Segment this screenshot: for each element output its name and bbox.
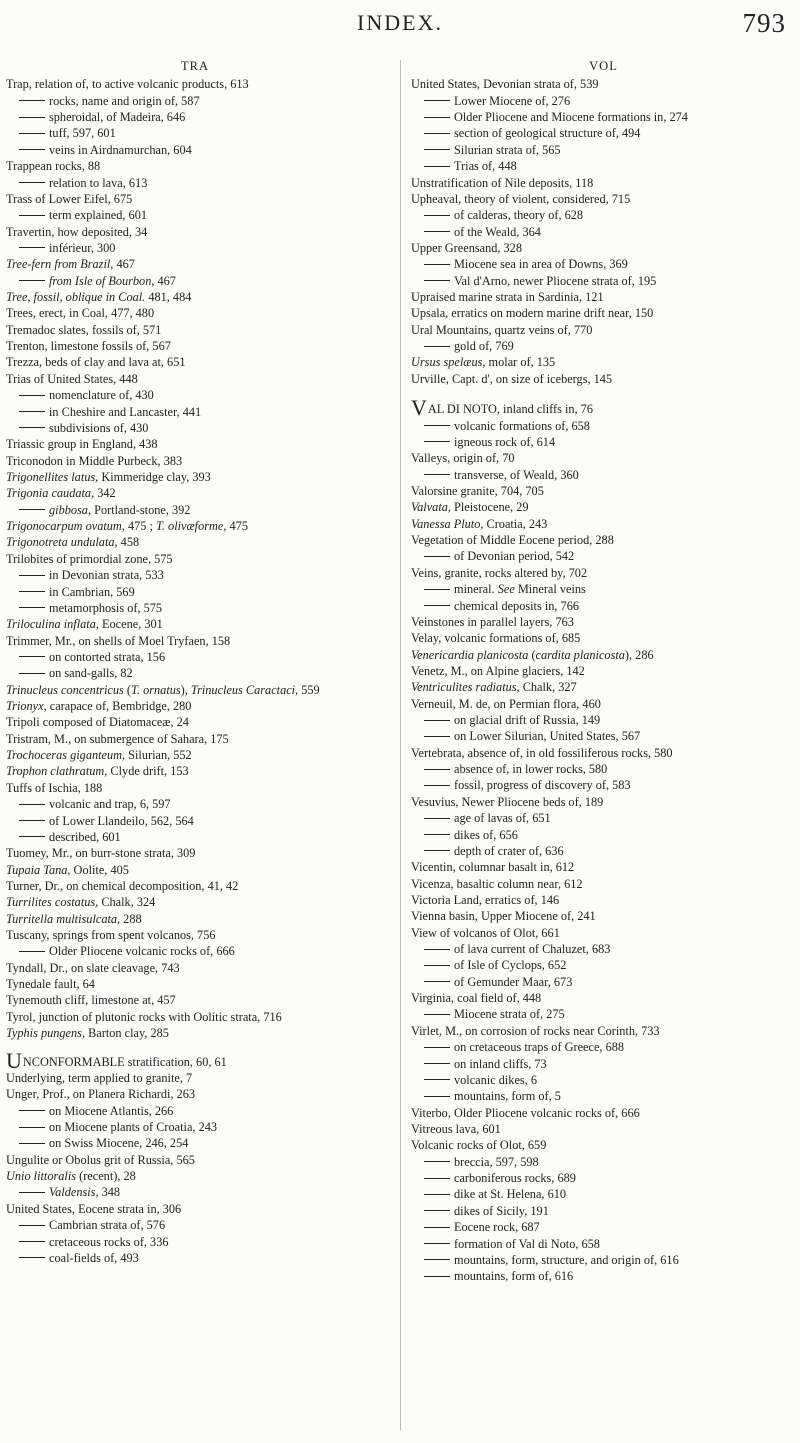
ditto-dash (19, 673, 45, 674)
ditto-dash (424, 589, 450, 590)
index-entry: Vegetation of Middle Eocene period, 288 (411, 533, 614, 548)
section-initial: U (6, 1047, 22, 1073)
ditto-dash (424, 949, 450, 950)
index-entry: coal-fields of, 493 (6, 1250, 384, 1266)
index-entry: Vicentin, columnar basalt in, 612 (411, 860, 575, 875)
index-entry: United States, Eocene strata in, 306 (6, 1201, 182, 1216)
ditto-dash (19, 820, 45, 821)
ditto-dash (19, 509, 45, 510)
index-entry: dikes of, 656 (411, 827, 796, 843)
index-entry: Miocene strata of, 275 (411, 1006, 796, 1022)
index-entry: of the Weald, 364 (411, 224, 796, 240)
ditto-dash (19, 117, 45, 118)
index-entry: Valorsine granite, 704, 705 (411, 483, 544, 498)
index-entry: tuff, 597, 601 (6, 125, 384, 141)
index-entry: mountains, form of, 5 (411, 1088, 796, 1104)
index-entry: Urville, Capt. d', on size of icebergs, 145 (411, 371, 613, 386)
page-header (0, 10, 800, 44)
ditto-dash (424, 166, 450, 167)
ditto-dash (424, 736, 450, 737)
ditto-dash (424, 1276, 450, 1277)
index-entry: subdivisions of, 430 (6, 420, 384, 436)
index-entry: Trigonocarpum ovatum, 475 ; T. olivæforme, 475 (6, 519, 248, 534)
ditto-dash (424, 965, 450, 966)
index-entry: UNCONFORMABLE stratification, 60, 61 (6, 1047, 227, 1073)
index-entry: Verneuil, M. de, on Permian flora, 460 (411, 696, 601, 711)
index-entry: formation of Val di Noto, 658 (411, 1236, 796, 1252)
index-entry: in Cheshire and Lancaster, 441 (6, 404, 384, 420)
index-entry: of lava current of Chaluzet, 683 (411, 941, 796, 957)
index-entry: described, 601 (6, 829, 384, 845)
ditto-dash (424, 215, 450, 216)
index-entry: Tripoli composed of Diatomaceæ, 24 (6, 715, 189, 730)
index-entry: of Devonian period, 542 (411, 548, 796, 564)
index-entry: Vicenza, basaltic column near, 612 (411, 876, 583, 891)
ditto-dash (424, 720, 450, 721)
index-entry: depth of crater of, 636 (411, 843, 796, 859)
index-entry: nomenclature of, 430 (6, 387, 384, 403)
index-entry: rocks, name and origin of, 587 (6, 93, 384, 109)
index-entry: Upsala, erratics on modern marine drift near, 150 (411, 306, 654, 321)
index-entry: Ural Mountains, quartz veins of, 770 (411, 322, 593, 337)
index-entry: of calderas, theory of, 628 (411, 207, 796, 223)
ditto-dash (19, 836, 45, 837)
ditto-dash (19, 247, 45, 248)
index-entry: Tree, fossil, oblique in Coal. 481, 484 (6, 290, 192, 305)
index-entry: veins in Airdnamurchan, 604 (6, 142, 384, 158)
index-entry: cretaceous rocks of, 336 (6, 1234, 384, 1250)
left-column (6, 58, 384, 1266)
index-entry: Tupaia Tana, Oolite, 405 (6, 862, 129, 877)
ditto-dash (19, 215, 45, 216)
index-entry: in Cambrian, 569 (6, 584, 384, 600)
index-entry: Tristram, M., on submergence of Sahara, 175 (6, 731, 229, 746)
ditto-dash (19, 1192, 45, 1193)
index-entry: igneous rock of, 614 (411, 434, 796, 450)
index-entry: United States, Devonian strata of, 539 (411, 77, 599, 92)
ditto-dash (424, 850, 450, 851)
index-entry: Volcanic rocks of Olot, 659 (411, 1138, 547, 1153)
index-entry: Lower Miocene of, 276 (411, 93, 796, 109)
index-entry: of Lower Llandeilo, 562, 564 (6, 813, 384, 829)
index-entry: on sand-galls, 82 (6, 665, 384, 681)
ditto-dash (424, 1096, 450, 1097)
index-entry: Vesuvius, Newer Pliocene beds of, 189 (411, 794, 604, 809)
ditto-dash (424, 441, 450, 442)
ditto-dash (19, 1110, 45, 1111)
ditto-dash (424, 1047, 450, 1048)
ditto-dash (19, 182, 45, 183)
ditto-dash (424, 1243, 450, 1244)
index-entry: on contorted strata, 156 (6, 649, 384, 665)
ditto-dash (19, 1241, 45, 1242)
index-entry: Eocene rock, 687 (411, 1219, 796, 1235)
index-entry: Cambrian strata of, 576 (6, 1217, 384, 1233)
index-entry: Valvata, Pleistocene, 29 (411, 500, 529, 515)
index-entry: carboniferous rocks, 689 (411, 1170, 796, 1186)
index-entry: Tuscany, springs from spent volcanos, 756 (6, 928, 216, 943)
index-entry: Trias of United States, 448 (6, 371, 138, 386)
ditto-dash (424, 1063, 450, 1064)
index-entry: Trilobites of primordial zone, 575 (6, 551, 173, 566)
u-section (6, 1047, 384, 1267)
index-entry: inférieur, 300 (6, 240, 384, 256)
index-entry: Vitreous lava, 601 (411, 1122, 501, 1136)
index-entry: Veins, granite, rocks altered by, 702 (411, 565, 588, 580)
index-entry: Trinucleus concentricus (T. ornatus), Trinucleus Caractaci, 559 (6, 682, 320, 697)
index-entry: Upper Greensand, 328 (411, 240, 522, 255)
index-entry: of Gemunder Maar, 673 (411, 974, 796, 990)
ditto-dash (424, 1079, 450, 1080)
index-entry: Vanessa Pluto, Croatia, 243 (411, 516, 548, 531)
index-entry: on inland cliffs, 73 (411, 1056, 796, 1072)
index-entry: from Isle of Bourbon, 467 (6, 273, 384, 289)
index-entry: fossil, progress of discovery of, 583 (411, 777, 796, 793)
index-entry: Virginia, coal field of, 448 (411, 991, 542, 1006)
index-entry: Venericardia planicosta (cardita planicosta), 286 (411, 647, 654, 662)
index-entry: Ungulite or Obolus grit of Russia, 565 (6, 1152, 195, 1167)
index-entry: Trenton, limestone fossils of, 567 (6, 339, 171, 354)
ditto-dash (424, 769, 450, 770)
index-entry: chemical deposits in, 766 (411, 598, 796, 614)
index-entry: Upraised marine strata in Sardinia, 121 (411, 290, 604, 305)
index-entry: on Lower Silurian, United States, 567 (411, 728, 796, 744)
right-entries (411, 76, 796, 387)
index-entry: Silurian strata of, 565 (411, 142, 796, 158)
index-entry: spheroidal, of Madeira, 646 (6, 109, 384, 125)
index-entry: Vienna basin, Upper Miocene of, 241 (411, 909, 596, 924)
index-entry: Victoria Land, erratics of, 146 (411, 892, 560, 907)
ditto-dash (19, 575, 45, 576)
ditto-dash (19, 100, 45, 101)
ditto-dash (19, 1257, 45, 1258)
index-entry: Velay, volcanic formations of, 685 (411, 631, 581, 646)
index-entry: Upheaval, theory of violent, considered, 715 (411, 191, 631, 206)
index-entry: Trochoceras giganteum, Silurian, 552 (6, 748, 192, 763)
ditto-dash (424, 149, 450, 150)
index-entry: transverse, of Weald, 360 (411, 467, 796, 483)
ditto-dash (19, 149, 45, 150)
ditto-dash (19, 427, 45, 428)
left-head-word: TRA (181, 59, 209, 73)
index-entry: Trezza, beds of clay and lava at, 651 (6, 355, 186, 370)
index-entry: Tree-fern from Brazil, 467 (6, 257, 135, 272)
ditto-dash (424, 1178, 450, 1179)
index-entry: Tuomey, Mr., on burr-stone strata, 309 (6, 846, 196, 861)
ditto-dash (424, 1227, 450, 1228)
index-entry: Veinstones in parallel layers, 763 (411, 614, 574, 629)
ditto-dash (424, 264, 450, 265)
index-entry: on glacial drift of Russia, 149 (411, 712, 796, 728)
index-entry: Trass of Lower Eifel, 675 (6, 191, 133, 206)
index-entry: Triassic group in England, 438 (6, 437, 158, 452)
index-entry: Trionyx, carapace of, Bembridge, 280 (6, 699, 192, 714)
index-entry: Miocene sea in area of Downs, 369 (411, 256, 796, 272)
ditto-dash (424, 1210, 450, 1211)
index-entry: on Miocene plants of Croatia, 243 (6, 1119, 384, 1135)
index-entry: absence of, in lower rocks, 580 (411, 761, 796, 777)
index-entry: Viterbo, Older Pliocene volcanic rocks of, 666 (411, 1105, 640, 1120)
index-entry: relation to lava, 613 (6, 175, 384, 191)
ditto-dash (424, 100, 450, 101)
v-section (411, 395, 796, 1284)
index-entry: Triloculina inflata, Eocene, 301 (6, 617, 163, 632)
index-entry: Trappean rocks, 88 (6, 159, 101, 174)
index-entry: volcanic dikes, 6 (411, 1072, 796, 1088)
index-entry: dikes of Sicily, 191 (411, 1203, 796, 1219)
index-entry: breccia, 597, 598 (411, 1154, 796, 1170)
left-entries (6, 76, 384, 1041)
ditto-dash (19, 591, 45, 592)
index-entry: volcanic and trap, 6, 597 (6, 796, 384, 812)
ditto-dash (19, 395, 45, 396)
index-entry: Unstratification of Nile deposits, 118 (411, 175, 594, 190)
ditto-dash (19, 607, 45, 608)
index-entry: dike at St. Helena, 610 (411, 1186, 796, 1202)
index-entry: section of geological structure of, 494 (411, 125, 796, 141)
index-entry: Tremadoc slates, fossils of, 571 (6, 322, 162, 337)
index-entry: age of lavas of, 651 (411, 810, 796, 826)
right-column (411, 58, 796, 1285)
page-number: 793 (742, 8, 786, 38)
ditto-dash (424, 425, 450, 426)
index-entry: mineral. See Mineral veins (411, 581, 796, 597)
index-entry: Unger, Prof., on Planera Richardi, 263 (6, 1087, 196, 1102)
ditto-dash (424, 1014, 450, 1015)
index-entry: Trias of, 448 (411, 158, 796, 174)
index-entry: Trophon clathratum, Clyde drift, 153 (6, 764, 189, 779)
ditto-dash (19, 411, 45, 412)
index-entry: View of volcanos of Olot, 661 (411, 925, 560, 940)
ditto-dash (424, 981, 450, 982)
ditto-dash (424, 1259, 450, 1260)
index-entry: Venetz, M., on Alpine glaciers, 142 (411, 663, 585, 678)
index-entry: gold of, 769 (411, 338, 796, 354)
index-entry: gibbosa, Portland-stone, 392 (6, 502, 384, 518)
index-entry: on Miocene Atlantis, 266 (6, 1103, 384, 1119)
index-entry: Trimmer, Mr., on shells of Moel Tryfaen, 158 (6, 633, 231, 648)
index-entry: Tynedale fault, 64 (6, 977, 95, 992)
index-entry: volcanic formations of, 658 (411, 418, 796, 434)
ditto-dash (424, 474, 450, 475)
index-entry: Triconodon in Middle Purbeck, 383 (6, 453, 183, 468)
index-entry: mountains, form, structure, and origin of, 616 (411, 1252, 796, 1268)
section-initial: V (411, 395, 427, 421)
index-entry: Tynemouth cliff, limestone at, 457 (6, 993, 176, 1008)
index-entry: Typhis pungens, Barton clay, 285 (6, 1026, 169, 1041)
ditto-dash (424, 1194, 450, 1195)
ditto-dash (19, 804, 45, 805)
index-entry: Trigonotreta undulata, 458 (6, 535, 140, 550)
index-entry: Older Pliocene volcanic rocks of, 666 (6, 943, 384, 959)
index-entry: Valleys, origin of, 70 (411, 451, 515, 466)
index-entry: Ventriculites radiatus, Chalk, 327 (411, 680, 577, 695)
index-entry: Travertin, how deposited, 34 (6, 224, 148, 239)
ditto-dash (424, 117, 450, 118)
index-entry: mountains, form of, 616 (411, 1268, 796, 1284)
index-entry: Trap, relation of, to active volcanic products, 613 (6, 77, 249, 92)
ditto-dash (424, 785, 450, 786)
index-entry: Virlet, M., on corrosion of rocks near Corinth, 733 (411, 1023, 660, 1038)
index-entry: Trigonellites latus, Kimmeridge clay, 393 (6, 469, 211, 484)
index-entry: Trigonia caudata, 342 (6, 486, 116, 501)
ditto-dash (19, 280, 45, 281)
index-entry: Older Pliocene and Miocene formations in, 274 (411, 109, 796, 125)
ditto-dash (19, 1225, 45, 1226)
ditto-dash (424, 346, 450, 347)
index-entry: Vertebrata, absence of, in old fossiliferous rocks, 580 (411, 745, 673, 760)
index-entry: Valdensis, 348 (6, 1184, 384, 1200)
ditto-dash (19, 133, 45, 134)
index-entry: Underlying, term applied to granite, 7 (6, 1070, 193, 1085)
ditto-dash (424, 818, 450, 819)
ditto-dash (19, 1127, 45, 1128)
index-entry: on cretaceous traps of Greece, 688 (411, 1039, 796, 1055)
index-entry: Turrilites costatus, Chalk, 324 (6, 895, 156, 910)
column-divider (400, 60, 401, 1430)
index-entry: Tyrol, junction of plutonic rocks with Oolitic strata, 716 (6, 1009, 282, 1024)
index-entry: Turner, Dr., on chemical decomposition, 41, 42 (6, 878, 239, 893)
index-entry: Tyndall, Dr., on slate cleavage, 743 (6, 960, 180, 975)
ditto-dash (19, 656, 45, 657)
ditto-dash (424, 556, 450, 557)
index-entry: Ursus spelæus, molar of, 135 (411, 355, 556, 370)
ditto-dash (424, 1161, 450, 1162)
ditto-dash (19, 951, 45, 952)
ditto-dash (424, 605, 450, 606)
index-entry: in Devonian strata, 533 (6, 567, 384, 583)
index-entry: VAL DI NOTO, inland cliffs in, 76 (411, 395, 593, 421)
index-entry: Tuffs of Ischia, 188 (6, 780, 103, 795)
ditto-dash (19, 1143, 45, 1144)
index-entry: term explained, 601 (6, 207, 384, 223)
index-entry: Val d'Arno, newer Pliocene strata of, 195 (411, 273, 796, 289)
index-entry: metamorphosis of, 575 (6, 600, 384, 616)
right-head-word: VOL (589, 59, 618, 73)
index-entry: Trees, erect, in Coal, 477, 480 (6, 306, 155, 321)
index-entry: on Swiss Miocene, 246, 254 (6, 1135, 384, 1151)
ditto-dash (424, 280, 450, 281)
index-entry: Turritella multisulcata, 288 (6, 911, 142, 926)
ditto-dash (424, 834, 450, 835)
index-entry: Unio littoralis (recent), 28 (6, 1169, 136, 1184)
page-title: INDEX. (357, 10, 443, 35)
ditto-dash (424, 133, 450, 134)
index-entry: of Isle of Cyclops, 652 (411, 957, 796, 973)
ditto-dash (424, 231, 450, 232)
